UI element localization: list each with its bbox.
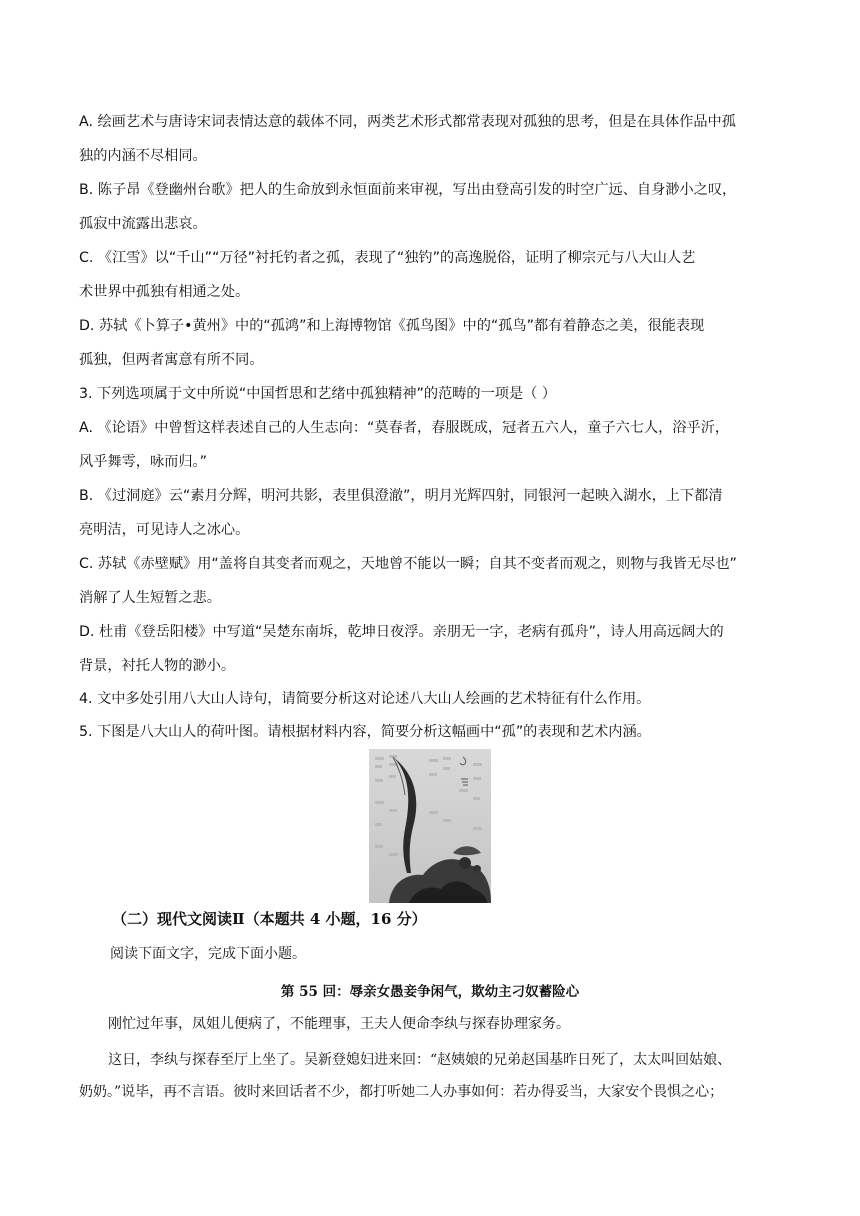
q2-option-c-line2: 术世界中孤独有相通之处。	[79, 284, 250, 300]
paragraph-1: 刚忙过年事，凤姐儿便病了，不能理事，王夫人便命李纨与探春协理家务。	[108, 1016, 570, 1032]
q3-stem: 3. 下列选项属于文中所说“中国哲思和艺绪中孤独精神”的范畴的一项是（ ）	[79, 386, 557, 402]
q2-option-a-line2: 独的内涵不尽相同。	[79, 148, 207, 164]
q2-option-c-line1: C. 《江雪》以“千山”“万径”衬托钓者之孤，表现了“独钓”的高逸脱俗，证明了柳宗元与八大山人艺	[79, 250, 696, 266]
paragraph-2-line2: 奶奶。”说毕，再不言语。彼时来回话者不少，都打听她二人办事如何：若办得妥当，大家安个畏惧之心；	[79, 1084, 724, 1100]
section-heading: （二）现代文阅读Ⅱ（本题共 4 小题，16 分）	[112, 910, 427, 928]
q4-stem: 4. 文中多处引用八大山人诗句，请简要分析这对论述八大山人绘画的艺术特征有什么作用。	[79, 691, 651, 707]
q3-option-d-line2: 背景，衬托人物的渺小。	[79, 658, 236, 674]
chapter-title: 第 55 回：辱亲女愚妾争闲气，欺幼主刁奴蓄险心	[280, 984, 580, 1000]
q2-option-a-line1: A. 绘画艺术与唐诗宋词表情达意的载体不同，两类艺术形式都常表现对孤独的思考，但是在具体作品中孤	[79, 114, 736, 130]
q3-option-a-line2: 风乎舞雩，咏而归。”	[79, 454, 207, 470]
paragraph-2-line1: 这日，李纨与探春至厅上坐了。吴新登媳妇进来回：“赵姨娘的兄弟赵国基昨日死了，太太叫回姑娘、	[108, 1052, 732, 1068]
q2-option-b-line2: 孤寂中流露出悲哀。	[79, 216, 207, 232]
q5-stem: 5. 下图是八大山人的荷叶图。请根据材料内容，简要分析这幅画中“孤”的表现和艺术内涵。	[79, 724, 651, 740]
q2-option-b-line1: B. 陈子昂《登幽州台歌》把人的生命放到永恒面前来审视，写出由登高引发的时空广远、自身渺小之叹，	[79, 182, 737, 198]
q2-option-d-line2: 孤独，但两者寓意有所不同。	[79, 352, 264, 368]
q2-option-d-line1: D. 苏轼《卜算子•黄州》中的“孤鸿”和上海博物馆《孤鸟图》中的“孤鸟”都有着静态之美，很能表现	[79, 318, 705, 334]
q3-option-b-line1: B. 《过洞庭》云“素月分辉，明河共影，表里俱澄澈”，明月光辉四射，同银河一起映入湖水，上下都清	[79, 488, 723, 504]
q3-option-b-line2: 亮明洁，可见诗人之冰心。	[79, 522, 250, 538]
q3-option-c-line2: 消解了人生短暂之悲。	[79, 590, 221, 606]
section-instruction: 阅读下面文字，完成下面小题。	[110, 946, 306, 962]
lotus-leaf-painting	[369, 749, 491, 903]
q3-option-c-line1: C. 苏轼《赤壁赋》用“盖将自其变者而观之，天地曾不能以一瞬；自其不变者而观之，则物与我皆无尽也”	[79, 556, 737, 572]
q3-option-d-line1: D. 杜甫《登岳阳楼》中写道“吴楚东南坼，乾坤日夜浮。亲朋无一字，老病有孤舟”，诗人用高远阔大的	[79, 624, 724, 640]
q3-option-a-line1: A. 《论语》中曾皙这样表述自己的人生志向：“莫春者，春服既成，冠者五六人，童子六七人，浴乎沂，	[79, 420, 730, 436]
